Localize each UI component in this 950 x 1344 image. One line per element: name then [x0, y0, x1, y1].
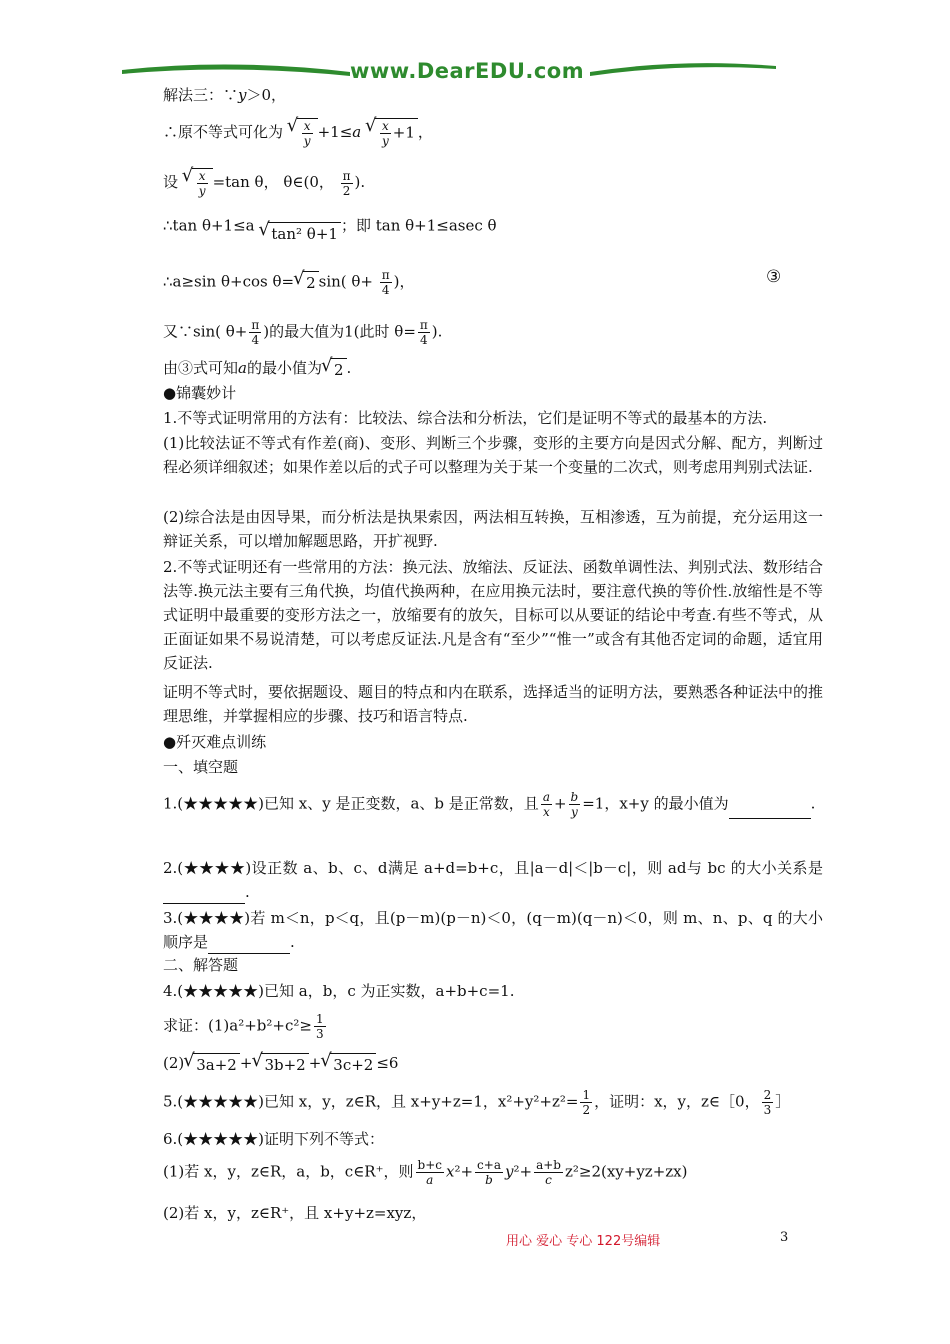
- solve-title: 二、解答题: [163, 956, 239, 974]
- question-6-part-1: (1)若 x，y，z∈R，a，b，c∈R⁺，则 $\frac{b+c}{a}$ x²+ $\frac{c+a}{b}$ y²+ $\frac{a+b}{c}$ z²≥2(xy+yz+zx): [163, 1158, 688, 1187]
- solution-line-6: 又∵sin( θ+ $\frac{\pi}{4}$ )的最大值为1(此时 θ= $\frac{\pi}{4}$ ).: [163, 318, 443, 347]
- answer-blank[interactable]: [163, 887, 245, 904]
- section-tips-title: ●锦囊妙计: [163, 384, 237, 402]
- tip-3: 证明不等式时，要依据题设、题目的特点和内在联系，选择适当的证明方法，要熟悉各种证法中的推理思维，并掌握相应的步骤、技巧和语言特点.: [163, 683, 824, 725]
- solution-line-2: ∴原不等式可化为 √ $\frac{x}{y}$ +1≤a √ $\frac{x}{y}$ +1 ，: [163, 118, 433, 148]
- question-4-part-1: 求证：(1)a²+b²+c²≥ $\frac{1}{3}$: [163, 1012, 324, 1041]
- solution-line-7: 由③式可知a的最小值为√ 2 .: [163, 357, 351, 381]
- question-5: 5.(★★★★★)已知 x，y，z∈R，且 x+y+z=1，x²+y²+z²= $\frac{1}{2}$ ，证明：x，y，z∈［0， $\frac{2}{3}$ ］: [163, 1088, 791, 1117]
- question-1: 1.(★★★★★)已知 x、y 是正变数，a、b 是正常数，且 $\frac{a}{x}$ + $\frac{b}{y}$ =1，x+y 的最小值为 .: [163, 790, 816, 819]
- footer-text: 用心 爱心 专心 122号编辑: [506, 1234, 661, 1249]
- tip-1-2: (2)综合法是由因导果，而分析法是执果索因，两法相互转换，互相渗透，互为前提，充分运用这一辩证关系，可以增加解题思路，开扩视野.: [163, 508, 823, 550]
- fill-title: 一、填空题: [163, 758, 239, 776]
- answer-blank[interactable]: [208, 937, 290, 954]
- question-2: 2.(★★★★)设正数 a、b、c、d满足 a+d=b+c，且|a－d|＜|b－c|，则 ad与 bc 的大小关系是.: [163, 856, 823, 904]
- answer-blank[interactable]: [729, 802, 811, 819]
- solution-line-4: ∴tan θ+1≤a √ tan² θ+1 ；即 tan θ+1≤asec θ: [163, 208, 497, 245]
- site-title[interactable]: www.DearEDU.com: [350, 59, 585, 83]
- page-number: 3: [780, 1230, 789, 1245]
- section-train-title: ●歼灭难点训练: [163, 733, 267, 751]
- question-6: 6.(★★★★★)证明下列不等式：: [163, 1130, 385, 1148]
- solution-line-1: 解法三：∵y＞0，: [163, 86, 287, 104]
- tip-1-1: (1)比较法证不等式有作差(商)、变形、判断三个步骤，变形的主要方向是因式分解、配方，判断过程必须详细叙述；如果作差以后的式子可以整理为关于某一个变量的二次式，则考虑用判别式法证.: [163, 434, 823, 476]
- question-6-part-2: (2)若 x，y，z∈R⁺，且 x+y+z=xyz，: [163, 1204, 427, 1222]
- equation-number-3: ③: [766, 267, 782, 287]
- solution-line-5: ∴a≥sin θ+cos θ=√ 2 sin( θ+ $\frac{\pi}{4}$ )，: [163, 268, 415, 297]
- tip-2: 2.不等式证明还有一些常用的方法：换元法、放缩法、反证法、函数单调性法、判别式法、数形结合法等.换元法主要有三角代换，均值代换两种，在应用换元法时，要注意代换的等价性.放缩性是不等式证明中最重要的变形方法之一，放缩要有的放矢，目标可以从要证的结论中考查.有些不等式，从正面证如果不易说清楚，可以考虑反证法.凡是含有“至少”“惟一”或含有其他否定词的命题，适宜用反证法.: [163, 558, 823, 672]
- solution-line-3: 设 √ $\frac{x}{y}$ =tan θ， θ∈(0， $\frac{\pi}{2}$ ).: [163, 168, 365, 198]
- tip-1: 1.不等式证明常用的方法有：比较法、综合法和分析法，它们是证明不等式的最基本的方法.: [163, 409, 768, 427]
- question-4-part-2: (2)√ 3a+2 +√ 3b+2 +√ 3c+2 ≤6: [163, 1052, 398, 1076]
- question-4: 4.(★★★★★)已知 a，b，c 为正实数，a+b+c=1.: [163, 982, 515, 1000]
- question-3: 3.(★★★★)若 m＜n，p＜q，且(p－m)(p－n)＜0，(q－m)(q－n)＜0，则 m、n、p、q 的大小顺序是 .: [163, 906, 823, 954]
